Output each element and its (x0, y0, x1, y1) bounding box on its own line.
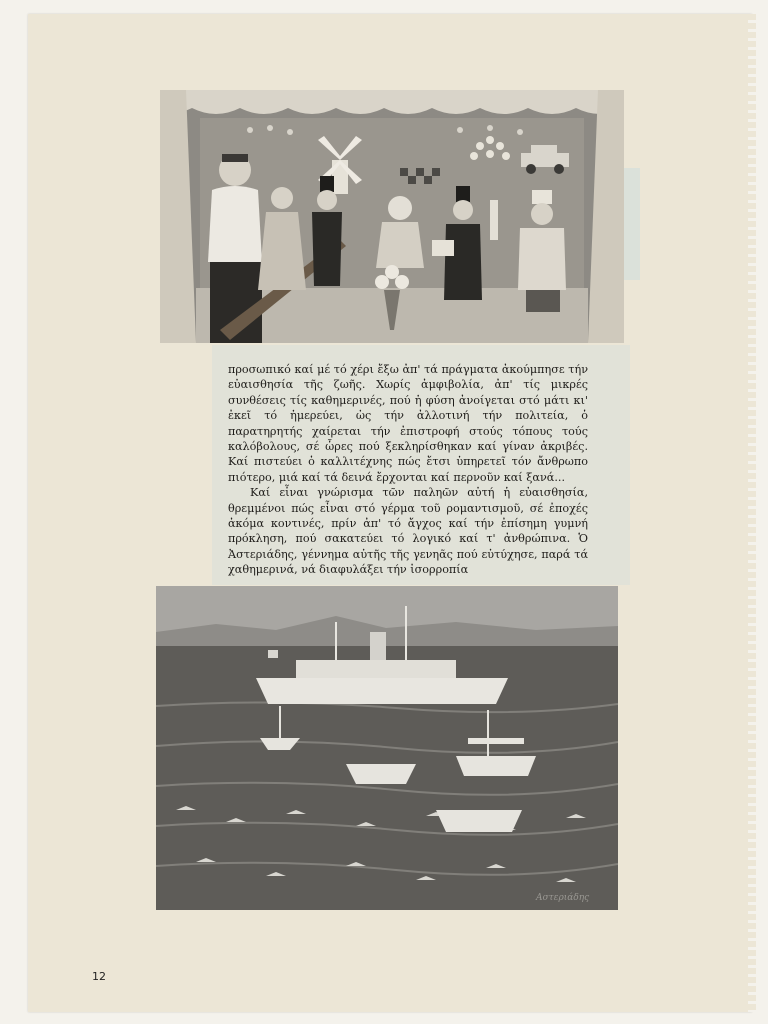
illustration-sea-painting (156, 586, 618, 910)
rowboat-icon (346, 764, 416, 784)
painting-stage-icon (160, 90, 624, 343)
article-body (228, 362, 588, 578)
illustration-stage-painting (160, 90, 624, 343)
page-number: 12 (92, 970, 106, 983)
painter-signature: Αστεριάδης (536, 893, 590, 903)
passenger-boat-icon (436, 810, 522, 832)
article-paragraph: Καί εἶναι γνώρισμα τῶν παληῶν αὐτή ἡ εὐαισθησία, θρεμμένοι πώς εἶναι στό γέρμα τοῦ ρομαντισμοῦ, σέ ἐποχές ἀκόμα κοντινές, πρίν ἀπ' τό ἄγχος καί τήν ἐπίσημη γυμνή πρόκληση, πού σακατεύει τό λογικό καί τ' ἀνθρώπινα. Ὁ Ἀστεριάδης, γέννημα αὐτῆς τῆς γενηᾶς πού εὐτύχησε, παρά τά χαθημερινά, νά διαφυλάξει τήν ἰσορροπία (228, 486, 588, 577)
article-paragraph: προσωπικό καί μέ τό χέρι ἔξω ἀπ' τά πράγματα ἀκούμπησε τήν εὐαισθησία τῆς ζωῆς. Χωρίς ἀμφιβολία, ἀπ' τίς μικρές συνθέσεις τίς καθημερινές, πού ἡ φύση ἀνοίγεται στό μάτι κι' ἐκεῖ τό ἡμερεύει, ὡς τήν ἀλλοτινή τήν πολιτεία, ὁ παρατηρητής χαίρεται τήν ἐπιστροφή στούς τόπους τούς καλόβολους, σέ ὧρες πού ξεκληρίσθηκαν καί γίναν ἀκριβές. Καί πιστεύει ὁ καλλιτέχνης πώς ἔτσι ὑπηρετεῖ τόν ἄνθρωπο πιότερο, μιά καί τά δεινά ἔρχονται καί περνοῦν καί ξανά... (228, 363, 588, 484)
torn-page-edge (748, 14, 756, 1012)
painting-sea-icon (156, 586, 618, 910)
